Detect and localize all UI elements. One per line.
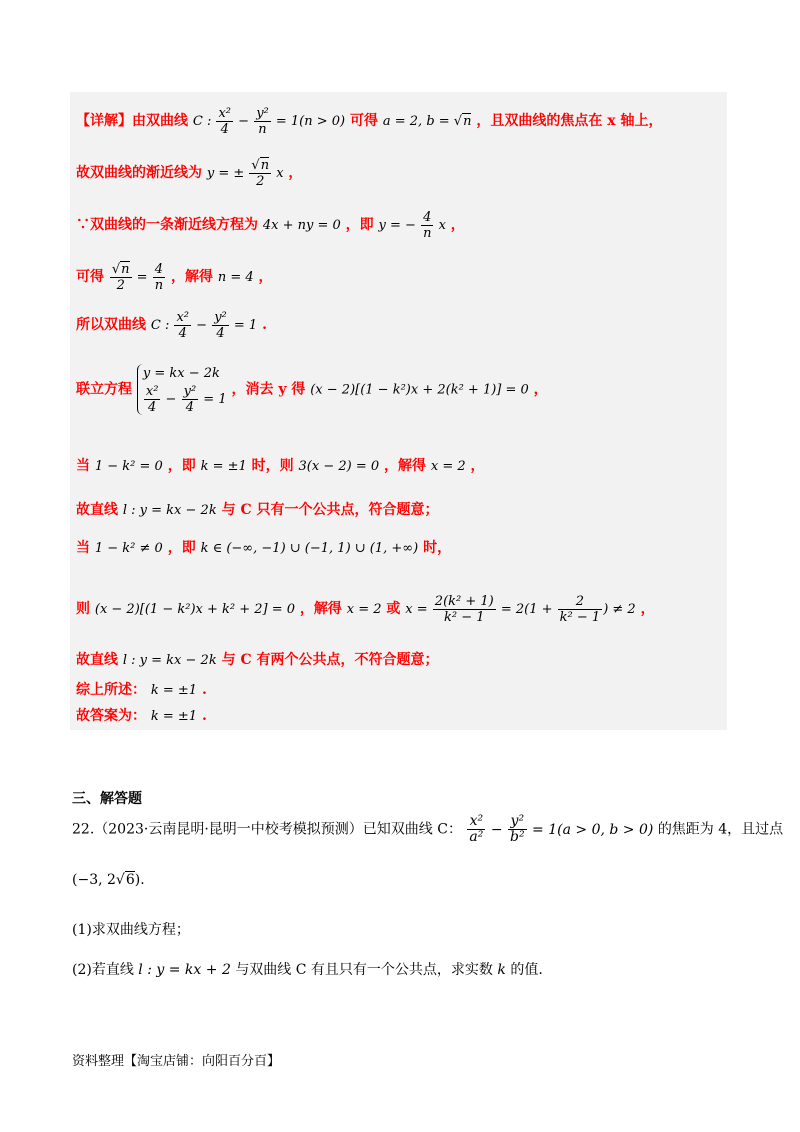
math-answer: k = ±1	[150, 683, 198, 698]
text: ，	[258, 269, 273, 285]
text: 时，则	[251, 458, 294, 474]
solution-line-13	[76, 706, 207, 727]
question-part-2	[72, 960, 543, 980]
solution-line-2	[76, 158, 302, 189]
solution-line-12	[76, 680, 207, 701]
text: 或	[386, 601, 401, 617]
math-ab: a = 2, b = √n	[382, 114, 472, 129]
math-line-l2: l : y = kx − 2k	[122, 653, 217, 668]
text: ，解得	[384, 458, 427, 474]
solution-line-11	[76, 650, 438, 671]
text: 22.（2023·云南昆明·昆明一中校考模拟预测）已知双曲线 C：	[72, 821, 462, 838]
text: .	[140, 872, 145, 888]
solution-line-3	[76, 210, 465, 241]
text: .	[201, 682, 207, 698]
text: 与 C 只有一个公共点，符合题意；	[221, 502, 439, 518]
solution-line-7	[76, 456, 485, 477]
math-k-eq: 1 − k² = 0	[94, 459, 163, 474]
math-x-eq2: x = 2	[346, 602, 382, 617]
text: .	[201, 708, 207, 724]
text: 可得	[350, 113, 378, 129]
question-point	[72, 870, 145, 890]
math-factor: (x − 2)[(1 − k²)x + k² + 2] = 0	[94, 602, 296, 617]
text: 故双曲线的渐近线为	[76, 165, 202, 181]
math-slope: y = − $\frac{4}{n}$ x	[378, 210, 446, 241]
text: ，即	[345, 217, 374, 233]
text: 综上所述：	[76, 682, 146, 698]
math-answer-final: k = ±1	[150, 709, 198, 724]
text: ，	[470, 458, 485, 474]
math-asymptote: y = ± $\frac{√n}{2}$ x	[206, 158, 284, 189]
text: ，	[640, 601, 655, 617]
text: ，	[450, 217, 465, 233]
text: 则	[76, 601, 90, 617]
solution-line-10	[76, 594, 655, 625]
question-22	[72, 814, 783, 845]
math-x2: x = 2	[430, 459, 466, 474]
math-hyperbola: C : $\frac{\text{x²}}{4}$ − $\frac{\text{y²}}{n}$ = 1(n > 0)	[192, 106, 346, 137]
math-k-neq: 1 − k² ≠ 0	[94, 541, 163, 556]
text: ∵双曲线的一条渐近线方程为	[76, 217, 258, 233]
solution-line-1	[76, 106, 662, 137]
text: 【详解】由双曲线	[76, 113, 188, 129]
solution-line-9	[76, 538, 451, 559]
text: 的焦距为 4，且过点	[657, 821, 784, 838]
text: ，	[533, 381, 548, 398]
text: 当	[76, 458, 90, 474]
text: .	[262, 317, 267, 333]
math-eliminate: (x − 2)[(1 − k²)x + 2(k² + 1)] = 0	[310, 382, 529, 398]
footer-note: 资料整理【淘宝店铺：向阳百分百】	[72, 1054, 281, 1069]
text: 当	[76, 540, 90, 556]
math-3x: 3(x − 2) = 0	[298, 459, 380, 474]
text: ，解得	[170, 269, 213, 285]
math-question-hyperbola: $\frac{\text{x²}}{\text{a²}}$ − $\frac{\text{y²}}{\text{b²}}$ = 1(a > 0, b > 0)	[469, 813, 654, 845]
text: 与 C 有两个公共点，不符合题意；	[221, 652, 439, 668]
solution-line-4	[76, 262, 273, 293]
text: ，且双曲线的焦点在 x 轴上，	[476, 113, 663, 129]
math-system: y = kx − 2k $\frac{\text{x²}}{4}$ − $\frac{\text{y²}}{4}$ = 1	[137, 364, 227, 415]
solution-line-6	[76, 364, 548, 415]
text: 所以双曲线	[76, 317, 146, 333]
math-equal: $\frac{√n}{2}$ = $\frac{4}{n}$	[111, 262, 164, 293]
text: 时，	[423, 540, 452, 556]
text: 与双曲线 C 有且只有一个公共点，求实数	[235, 962, 493, 978]
text: 故直线	[76, 502, 118, 518]
text: ，消去 y 得	[231, 381, 306, 398]
text: 联立方程	[76, 381, 132, 398]
text: 的值.	[510, 962, 543, 978]
math-k-range: k ∈ (−∞, −1) ∪ (−1, 1) ∪ (1, +∞)	[200, 541, 419, 556]
math-line-l: l : y = kx − 2k	[122, 503, 217, 518]
math-n: n = 4	[217, 270, 254, 285]
question-part-1: (1)求双曲线方程；	[72, 922, 190, 938]
text: ，即	[167, 540, 196, 556]
text: 可得	[76, 269, 104, 285]
math-point: (−3, 2√6)	[72, 872, 141, 888]
math-k-pm: k = ±1	[200, 459, 247, 474]
text: ，即	[167, 458, 196, 474]
text: ，	[288, 165, 303, 181]
text: 故直线	[76, 652, 118, 668]
math-line-eq: 4x + ny = 0	[262, 218, 341, 233]
text: ，解得	[299, 601, 342, 617]
text: (2)若直线	[72, 962, 134, 978]
math-k: k	[497, 962, 506, 978]
math-x-frac: x = $\frac{\text{2(k² + 1)}}{\text{k² − 1}}$ = 2(1 + $\frac{2}{\text{k² − 1}}$ ) ≠ 2	[405, 594, 636, 625]
solution-line-8	[76, 500, 438, 521]
math-hyperbola-final: C : $\frac{\text{x²}}{4}$ − $\frac{\text{y²}}{4}$ = 1	[150, 310, 258, 341]
solution-line-5	[76, 310, 267, 341]
section-title: 三、解答题	[72, 791, 142, 807]
text: 故答案为：	[76, 708, 146, 724]
math-line-q: l : y = kx + 2	[138, 962, 231, 978]
